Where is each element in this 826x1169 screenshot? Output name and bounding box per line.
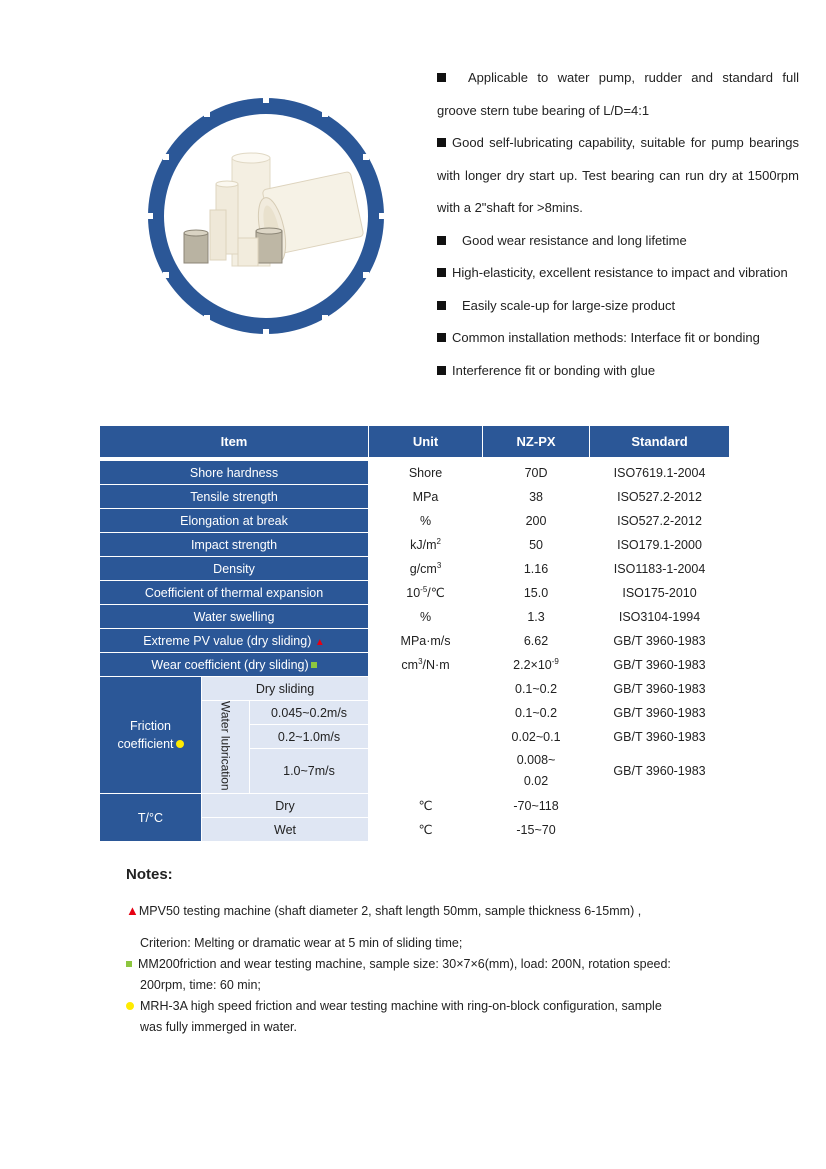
row-value: 15.0: [483, 581, 590, 605]
speed-range: 1.0~7m/s: [250, 749, 369, 794]
dry-sliding-label: Dry sliding: [202, 677, 369, 701]
feature-item: Good self-lubricating capability, suitable for pump bearings with longer dry start up. Test bearing can run dry at 1500rpm with a 2"shaft for >8mins.: [437, 135, 799, 215]
speed-range: 0.045~0.2m/s: [250, 701, 369, 725]
dry-label: Dry: [202, 794, 369, 818]
table-row: [100, 557, 730, 581]
row-value: -15~70: [483, 818, 590, 842]
row-standard: GB/T 3960-1983: [590, 629, 730, 653]
green-square-icon: [311, 662, 317, 668]
row-value: 70D: [483, 461, 590, 485]
wear-note: MM200friction and wear testing machine, sample size: 30×7×6(mm), load: 200N, rotation speed:: [126, 954, 706, 975]
row-standard: GB/T 3960-1983: [590, 677, 730, 701]
table-row: [100, 794, 730, 818]
column-header-standard: Standard: [590, 426, 730, 458]
row-unit: Shore: [369, 461, 483, 485]
red-triangle-icon: ▲: [126, 903, 139, 918]
square-bullet-icon: [437, 73, 446, 82]
table-row: [100, 485, 730, 509]
friction-coefficient-label: Friction coefficient: [100, 677, 202, 794]
row-value: 0.02~0.1: [483, 725, 590, 749]
row-standard: ISO527.2-2012: [590, 485, 730, 509]
row-standard: GB/T 3960-1983: [590, 749, 730, 794]
row-unit: ℃: [369, 794, 483, 818]
temperature-label: T/°C: [100, 794, 202, 842]
square-bullet-icon: [437, 333, 446, 342]
feature-item: Common installation methods: Interface fit or bonding: [437, 322, 799, 355]
row-standard: ISO175-2010: [590, 581, 730, 605]
row-value: $2.2\times 10^{-9}$: [483, 653, 590, 677]
row-item: Tensile strength: [100, 485, 369, 509]
yellow-dot-icon: [176, 740, 184, 748]
row-standard: GB/T 3960-1983: [590, 725, 730, 749]
feature-item: High-elasticity, excellent resistance to impact and vibration: [437, 257, 799, 290]
row-unit: $10^{-5}/℃$: [369, 581, 483, 605]
notes-title: Notes:: [126, 866, 173, 883]
row-unit: MPa: [369, 485, 483, 509]
red-triangle-icon: ▲: [314, 636, 325, 648]
row-value: 200: [483, 509, 590, 533]
row-standard: ISO3104-1994: [590, 605, 730, 629]
row-value: 0.1~0.2: [483, 701, 590, 725]
square-bullet-icon: [437, 301, 446, 310]
feature-list: [437, 62, 799, 387]
column-header-unit: Unit: [369, 426, 483, 458]
row-item: Density: [100, 557, 369, 581]
column-header-product: NZ-PX: [483, 426, 590, 458]
pv-note: ▲MPV50 testing machine (shaft diameter 2, shaft length 50mm, sample thickness 6-15mm) ,: [126, 903, 642, 918]
notes-section: ▲MPV50 testing machine (shaft diameter 2, shaft length 50mm, sample thickness 6-15mm) , Criterion: Melting or dramatic wear at 5 min of sliding time; MM200friction and wear testing machine, sample size: 30×7×6(mm), load: 200N, rotation speed: 200rpm, time: 60 min; MRH-3A high speed friction and wear testing machine with ring-on-block configuration, sample was fully immerged in water.: [126, 900, 706, 1038]
table-row: [100, 461, 730, 485]
pv-criterion: Criterion: Melting or dramatic wear at 5 min of sliding time;: [140, 936, 463, 950]
row-item: Water swelling: [100, 605, 369, 629]
table-row: [100, 509, 730, 533]
feature-item: Applicable to water pump, rudder and standard full groove stern tube bearing of L/D=4:1: [437, 70, 799, 118]
table-row: [100, 605, 730, 629]
row-value: 1.16: [483, 557, 590, 581]
column-header-item: Item: [100, 426, 369, 458]
speed-range: 0.2~1.0m/s: [250, 725, 369, 749]
feature-item: Good wear resistance and long lifetime: [437, 225, 799, 258]
feature-item: Interference fit or bonding with glue: [437, 355, 799, 388]
row-item: Impact strength: [100, 533, 369, 557]
table-row: [100, 653, 730, 677]
row-item: Coefficient of thermal expansion: [100, 581, 369, 605]
table-row: [100, 581, 730, 605]
row-item: Extreme PV value (dry sliding) ▲: [100, 629, 369, 653]
wet-label: Wet: [202, 818, 369, 842]
yellow-dot-icon: [126, 1002, 134, 1010]
row-value: 6.62: [483, 629, 590, 653]
product-image: [138, 88, 394, 344]
row-item: Wear coefficient (dry sliding): [100, 653, 369, 677]
green-square-icon: [126, 961, 132, 967]
row-value: 38: [483, 485, 590, 509]
friction-note: MRH-3A high speed friction and wear testing machine with ring-on-block configuration, sample: [126, 996, 706, 1017]
row-standard: GB/T 3960-1983: [590, 653, 730, 677]
row-unit: ℃: [369, 818, 483, 842]
row-standard: ISO7619.1-2004: [590, 461, 730, 485]
table-row: [100, 629, 730, 653]
row-unit: $g/cm^3$: [369, 557, 483, 581]
specification-table: [99, 425, 730, 842]
row-unit: %: [369, 605, 483, 629]
table-header-row: [100, 426, 730, 458]
table-row: [100, 677, 730, 701]
row-value: -70~118: [483, 794, 590, 818]
row-value: 0.1~0.2: [483, 677, 590, 701]
row-value: 1.3: [483, 605, 590, 629]
table-row: [100, 533, 730, 557]
feature-item: Easily scale-up for large-size product: [437, 290, 799, 323]
row-unit: $cm^3/N\cdot m$: [369, 653, 483, 677]
square-bullet-icon: [437, 236, 446, 245]
row-standard: ISO527.2-2012: [590, 509, 730, 533]
row-item: Elongation at break: [100, 509, 369, 533]
row-unit: $kJ/m^2$: [369, 533, 483, 557]
row-standard: ISO1183-1-2004: [590, 557, 730, 581]
row-unit: MPa·m/s: [369, 629, 483, 653]
row-standard: GB/T 3960-1983: [590, 701, 730, 725]
row-value: 50: [483, 533, 590, 557]
square-bullet-icon: [437, 268, 446, 277]
square-bullet-icon: [437, 366, 446, 375]
square-bullet-icon: [437, 138, 446, 147]
row-value: 0.008~ 0.02: [483, 749, 590, 794]
row-unit: %: [369, 509, 483, 533]
water-lubrication-label: Water lubrication: [202, 701, 250, 794]
row-standard: ISO179.1-2000: [590, 533, 730, 557]
row-item: Shore hardness: [100, 461, 369, 485]
